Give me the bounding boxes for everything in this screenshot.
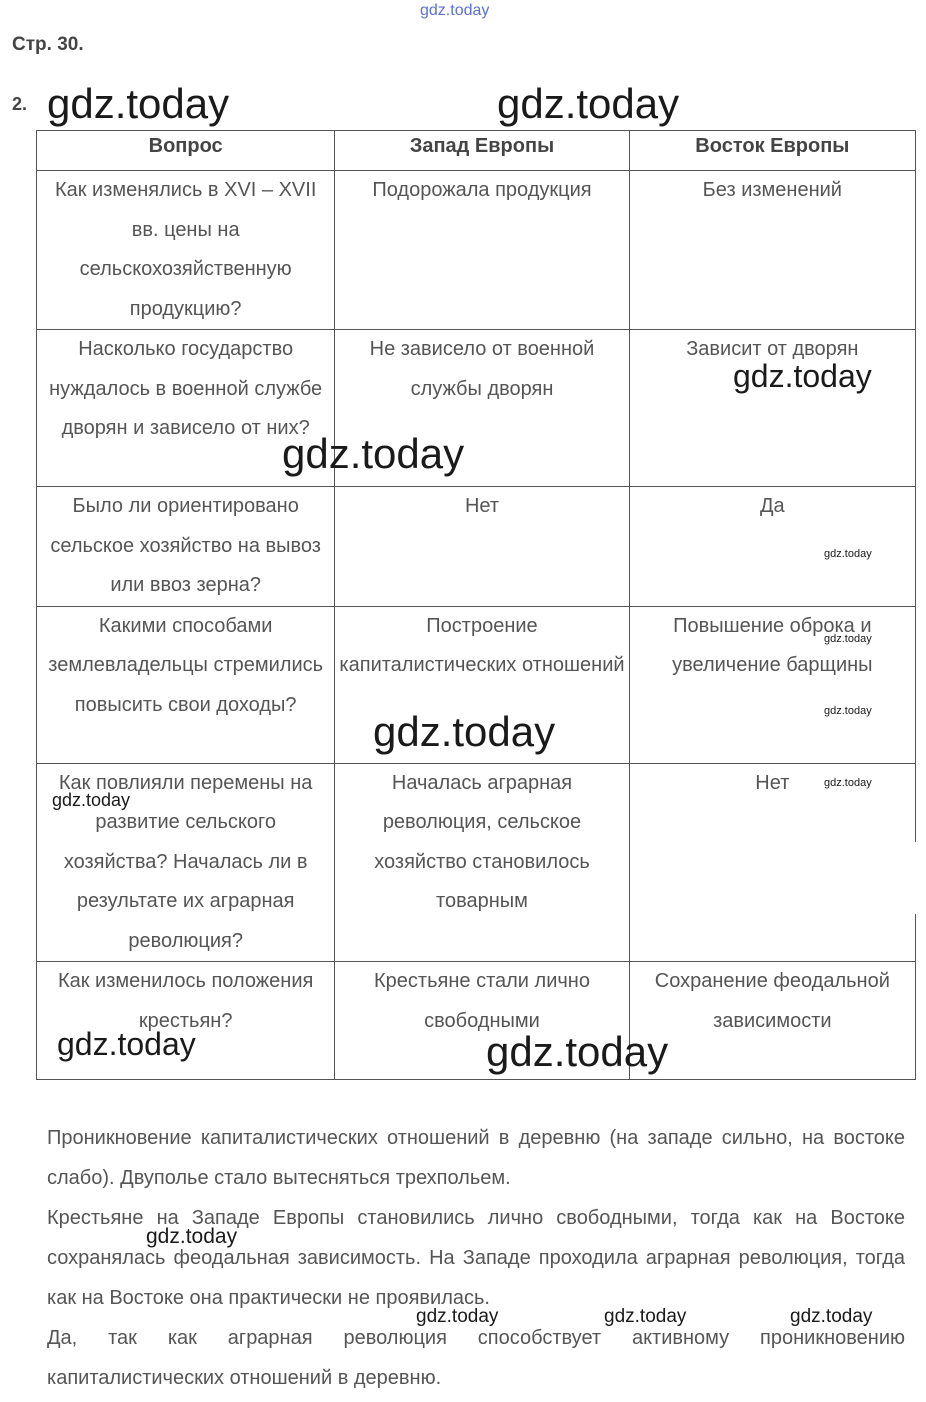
cell-west: Началась аграрная революция, сельское хозяйство становилось товарным (335, 763, 629, 962)
answer-text (47, 1118, 905, 1398)
cell-east: Зависит от дворян (629, 330, 915, 487)
watermark-top[interactable]: gdz.today (420, 2, 490, 19)
header-east-europe: Восток Европы (629, 131, 915, 171)
cell-question: Было ли ориентировано сельское хозяйство на вывоз или ввоз зерна? (37, 487, 335, 607)
cell-west: Крестьяне стали лично свободными (335, 962, 629, 1080)
cell-question: Какими способами землевладельцы стремились повысить свои доходы? (37, 606, 335, 763)
header-question: Вопрос (37, 131, 335, 171)
watermark-overlay: gdz.today (790, 1306, 873, 1327)
cell-question: Как повлияли перемены на развитие сельского хозяйства? Началась ли в результате их аграрная революция? (37, 763, 335, 962)
page-label: Стр. 30. (12, 34, 84, 55)
watermark-overlay: gdz.today (282, 430, 465, 477)
cell-east: Сохранение феодальной зависимости (629, 962, 915, 1080)
watermark-overlay: gdz.today (57, 1026, 196, 1062)
task-number: 2. (12, 94, 28, 114)
cell-east: Повышение оброка и увеличение барщины (629, 606, 915, 763)
header-west-europe: Запад Европы (335, 131, 629, 171)
cell-east: Без изменений (629, 171, 915, 330)
border-gap (912, 842, 922, 914)
table-row (37, 171, 916, 330)
answer-paragraph: Крестьяне на Западе Европы становились лично свободными, тогда как на Востоке сохранялась феодальная зависимость. На Западе проходила аграрная революция, тогда как на Востоке она практически не проявилась. (47, 1207, 905, 1309)
table-row (37, 330, 916, 487)
cell-question: Насколько государство нуждалось в военной службе дворян и зависело от них? (37, 330, 335, 487)
watermark-overlay: gdz.today (486, 1028, 669, 1075)
cell-west: Нет (335, 487, 629, 607)
watermark-overlay: gdz.today (497, 80, 680, 127)
watermark-overlay: gdz.today (733, 358, 872, 394)
watermark-overlay: gdz.today (146, 1225, 238, 1248)
cell-question: Как изменилось положения крестьян? (37, 962, 335, 1080)
watermark-overlay: gdz.today (824, 777, 872, 789)
watermark-overlay: gdz.today (604, 1306, 687, 1327)
cell-east: Да (629, 487, 915, 607)
cell-west: Не зависело от военной службы дворян (335, 330, 629, 487)
answer-paragraph: Да, так как аграрная революция способствует активному проникновению капиталистических отношений в деревню. (47, 1327, 905, 1389)
table-row (37, 487, 916, 607)
watermark-overlay: gdz.today (824, 705, 872, 717)
table-row (37, 763, 916, 962)
cell-east: Нет (629, 763, 915, 962)
watermark-overlay: gdz.today (824, 633, 872, 645)
cell-question: Как изменялись в XVI – XVII вв. цены на сельскохозяйственную продукцию? (37, 171, 335, 330)
watermark-overlay: gdz.today (52, 790, 131, 810)
comparison-table (36, 130, 916, 1080)
watermark-overlay: gdz.today (47, 80, 230, 127)
cell-west: Подорожала продукция (335, 171, 629, 330)
table-header-row (37, 131, 916, 171)
watermark-overlay: gdz.today (373, 708, 556, 755)
watermark-overlay: gdz.today (416, 1306, 499, 1327)
answer-paragraph: Проникновение капиталистических отношений в деревню (на западе сильно, на востоке слабо). Двуполье стало вытесняться трехпольем. (47, 1127, 905, 1189)
watermark-overlay: gdz.today (824, 548, 872, 560)
cell-west: Построение капиталистических отношений (335, 606, 629, 763)
